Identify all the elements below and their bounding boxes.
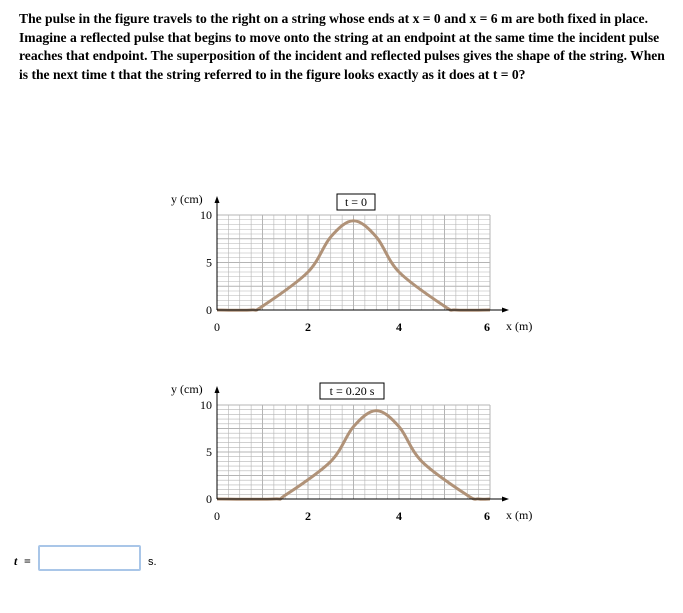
- y-tick-label: 0: [206, 303, 212, 317]
- y-axis-arrow: [215, 386, 220, 393]
- y-tick-label: 10: [200, 208, 212, 222]
- x-tick-label: 2: [305, 509, 311, 523]
- chart-title: t = 0.20 s: [329, 384, 375, 398]
- chart-t0: [171, 192, 532, 334]
- chart-grid: [217, 405, 490, 499]
- x-axis-arrow: [502, 308, 509, 313]
- y-tick-label: 5: [206, 255, 212, 270]
- chart-t020: [171, 382, 532, 523]
- y-tick-label: 0: [206, 492, 212, 506]
- y-tick-label: 10: [200, 398, 212, 412]
- x-tick-label: 6: [484, 509, 490, 523]
- x-axis-arrow: [502, 497, 509, 502]
- x-tick-label: 2: [305, 320, 311, 334]
- answer-input[interactable]: [38, 545, 141, 571]
- y-tick-label: 5: [206, 445, 212, 459]
- x-tick-label: 0: [214, 320, 220, 334]
- x-tick-label: 4: [396, 320, 402, 334]
- y-axis-label: y (cm): [171, 192, 203, 206]
- x-tick-label: 6: [484, 320, 490, 334]
- x-axis-label: x (m): [506, 319, 533, 333]
- answer-row: [0, 544, 683, 574]
- chart-title: t = 0: [344, 195, 368, 209]
- answer-variable-label: t: [14, 554, 18, 568]
- question-text: The pulse in the figure travels to the right on a string whose ends at x = 0 and x = 6 m are both fixed in place. Imagine a reflected pulse that begins to move onto the string at an endpoint at the same time the incident pulse reaches that endpoint. The superposition of the incident and reflected pulses gives the shape of the string. When is the next time t that the string referred to in the figure looks exactly as it does at t = 0?: [19, 11, 665, 82]
- x-tick-label: 4: [396, 509, 402, 523]
- answer-equals-sign: =: [24, 554, 31, 568]
- y-axis-label: y (cm): [171, 382, 203, 396]
- x-axis-label: x (m): [506, 508, 533, 522]
- y-axis-arrow: [215, 196, 220, 203]
- answer-unit: s.: [148, 556, 157, 568]
- x-tick-label: 0: [214, 509, 220, 523]
- chart-grid: [217, 215, 490, 310]
